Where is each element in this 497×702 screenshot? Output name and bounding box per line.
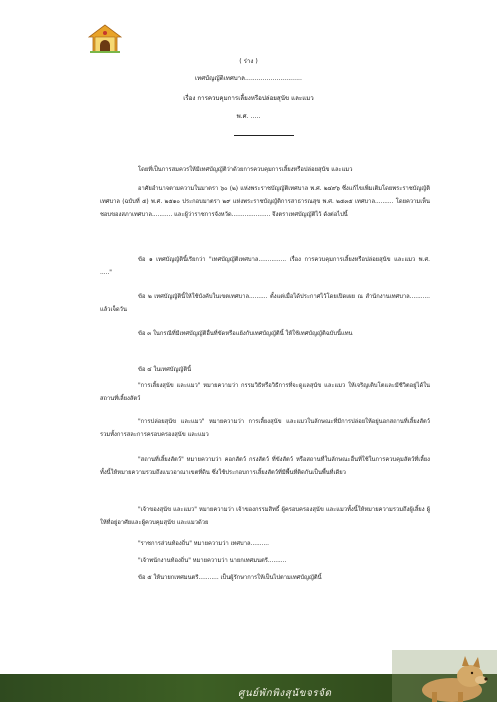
ordinance-subject: เรื่อง การควบคุมการเลี้ยงหรือปล่อยสุนัข และแมว <box>183 95 314 102</box>
ordinance-name: เทศบัญญัติเทศบาล............................. <box>195 75 302 82</box>
draft-label: ( ร่าง ) <box>239 58 258 65</box>
definition-owner: "เจ้าของสุนัข และแมว" หมายความว่า เจ้าของกรรมสิทธิ์ ผู้ครอบครองสุนัข และแมวทั้งนี้ให้หมายความรวมถึงผู้เลี้ยง ผู้ให้ที่อยู่อาศัยและผู้ควบคุมสุนัข และแมวด้วย <box>100 507 430 527</box>
authority-paragraph: อาศัยอำนาจตามความในมาตรา ๖๐ (๒) แห่งพระราชบัญญัติเทศบาล พ.ศ. ๒๔๙๖ ซึ่งแก้ไขเพิ่มเติมโดยพระราชบัญญัติเทศบาล (ฉบับที่ ๕) พ.ศ. ๒๕๑๐ ประกอบมาตรา ๒๙ แห่งพระราชบัญญัติการสาธารณสุข พ.ศ. ๒๕๓๕ เทศบาล.......... โดยความเห็นชอบของสภาเทศบาล........... และผู้ว่าราชการจังหวัด..................... จึงตราเทศบัญญัติไว้ ดังต่อไปนี้ <box>100 186 430 219</box>
header-divider <box>234 135 294 136</box>
dog-photo-icon <box>392 650 497 702</box>
definition-releasing: "การปล่อยสุนัข และแมว" หมายความว่า การเลี้ยงสุนัข และแมวในลักษณะที่มีการปล่อยให้อยู่นอกสถานที่เลี้ยงสัตว์ รวมทั้งการสละการครอบครองสุนัข และแมว <box>100 419 430 439</box>
preamble-paragraph: โดยที่เป็นการสมควรให้มีเทศบัญญัติว่าด้วยการควบคุมการเลี้ยงหรือปล่อยสุนัข และแมว <box>138 167 353 173</box>
definition-premises: "สถานที่เลี้ยงสัตว์" หมายความว่า คอกสัตว์ กรงสัตว์ ที่ขังสัตว์ หรือสถานที่ในลักษณะอื่นที่ใช้ในการควบคุมสัตว์ที่เลี้ยง ทั้งนี้ให้หมายความรวมถึงแนวอาณาเขตที่ดิน ซึ่งใช้ประกอบการเลี้ยงสัตว์ที่มีพื้นที่ติดกันเป็นพื้นที่เดียว <box>100 457 430 477</box>
dog-house-logo <box>88 24 122 54</box>
ordinance-year: พ.ศ. ..... <box>236 113 261 120</box>
definition-local-officer: "เจ้าพนักงานท้องถิ่น" หมายความว่า นายกเทศมนตรี.......... <box>138 558 287 564</box>
footer-banner <box>0 650 497 702</box>
clause-4: ข้อ ๔ ในเทศบัญญัตินี้ <box>138 367 192 373</box>
definition-keeping: "การเลี้ยงสุนัข และแมว" หมายความว่า กรรมวิธีหรือวิธีการที่จะดูแลสุนัข และแมว ให้เจริญเติบโตและมีชีวิตอยู่ได้ในสถานที่เลี้ยงสัตว์ <box>100 383 430 403</box>
definition-local-government: "ราชการส่วนท้องถิ่น" หมายความว่า เทศบาล.......... <box>138 541 269 547</box>
footer-shelter-name: ศูนย์พักพิงสุนัขจรจัด <box>238 688 332 699</box>
clause-1: ข้อ ๑ เทศบัญญัตินี้เรียกว่า "เทศบัญญัติเทศบาล............... เรื่อง การควบคุมการเลี้ยงหรือปล่อยสุนัข และแมว พ.ศ. ....." <box>100 257 430 277</box>
clause-5: ข้อ ๕ ให้นายกเทศมนตรี........... เป็นผู้รักษาการให้เป็นไปตามเทศบัญญัตินี้ <box>138 575 322 581</box>
clause-2: ข้อ ๒ เทศบัญญัตินี้ให้ใช้บังคับในเขตเทศบาล.......... ตั้งแต่เมื่อได้ประกาศไว้โดยเปิดเผย ณ สำนักงานเทศบาล........... แล้วเจ็ดวัน <box>100 294 430 314</box>
clause-3: ข้อ ๓ ในกรณีที่มีเทศบัญญัติอื่นที่ขัดหรือแย้งกับเทศบัญญัตินี้ ให้ใช้เทศบัญญัติฉบับนี้แทน <box>138 331 353 337</box>
